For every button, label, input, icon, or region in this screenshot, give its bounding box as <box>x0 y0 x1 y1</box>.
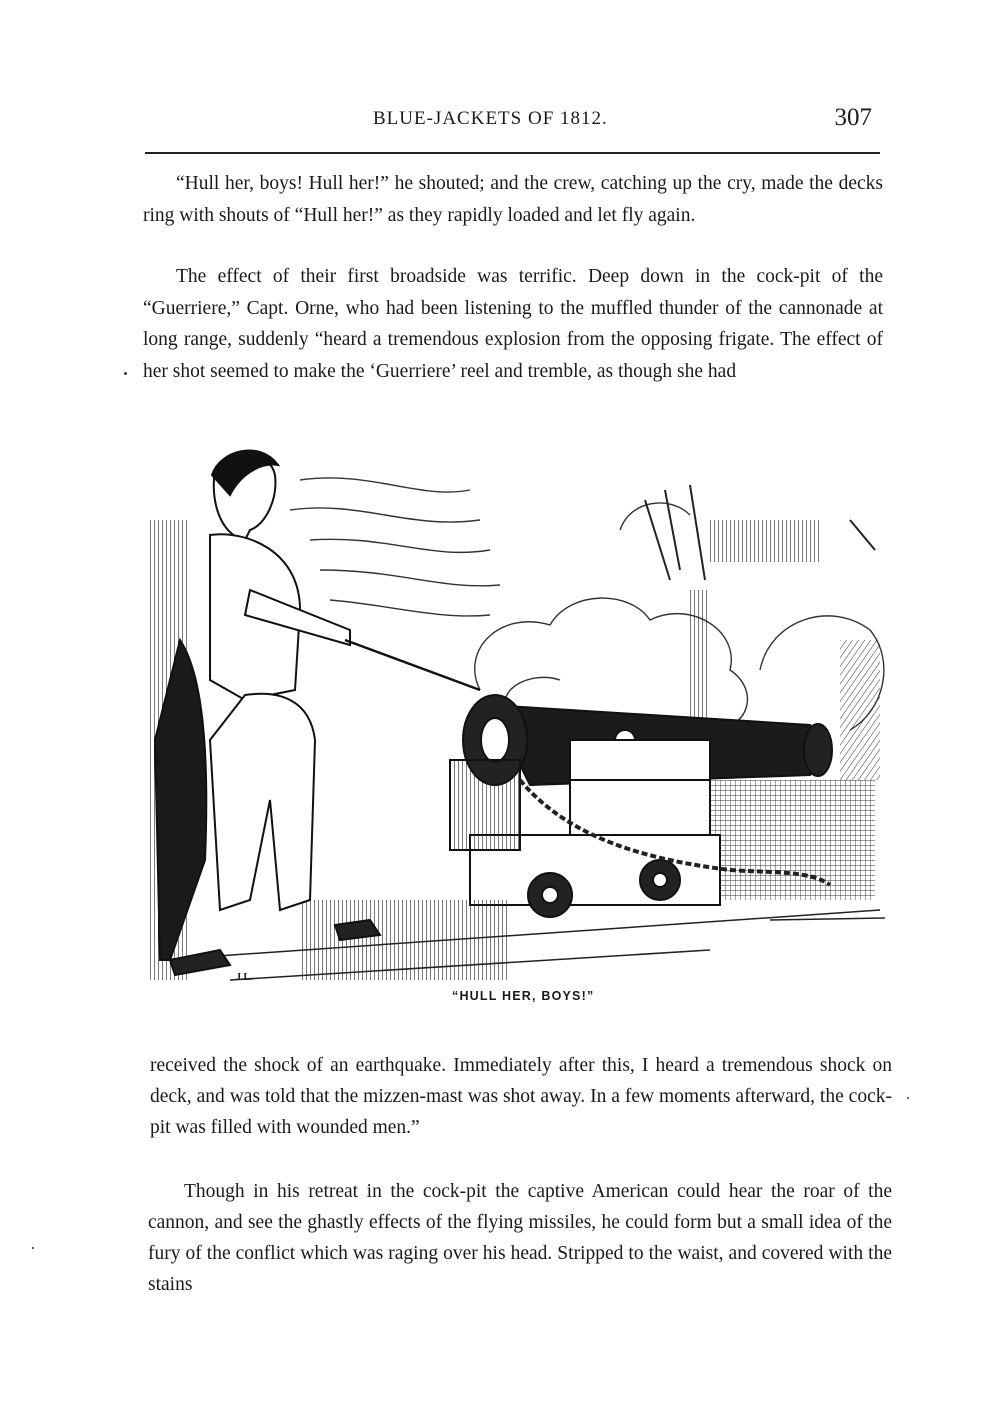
paragraph-3: received the shock of an earthquake. Immediately after this, I heard a tremendous shock on deck, and was told that the mizzen-mast was shot away. In a few moments afterward, the cock-pit was filled with wounded men.” <box>150 1055 892 1138</box>
engraving-cannon-scene <box>150 440 895 995</box>
paragraph-1: “Hull her, boys! Hull her!” he shouted; and the crew, catching up the cry, made the decks ring with shouts of “Hull her!” as they rapidly loaded and let fly again. <box>143 173 883 226</box>
artist-mark: J.L. <box>236 972 253 983</box>
paragraph-2: The effect of their first broadside was terrific. Deep down in the cock-pit of the “Guerriere,” Capt. Orne, who had been listening to the muffled thunder of the cannonade at long range, suddenly “heard a tremendous explosion from the opposing frigate. The effect of her shot seemed to make the ‘Guerriere’ reel and tremble, as though she had <box>143 266 883 382</box>
running-head: BLUE-JACKETS OF 1812. <box>373 108 608 129</box>
deck-planks <box>160 900 885 980</box>
page-number: 307 <box>834 104 872 131</box>
paragraph-4: Though in his retreat in the cock-pit the captive American could hear the roar of the cannon, and see the ghastly effects of the flying missiles, he could form but a small idea of the fury of the conflict which was raging over his head. Stripped to the waist, and covered with the stains <box>148 1181 892 1295</box>
margin-speck <box>124 372 127 375</box>
header-rule <box>145 152 880 154</box>
bulwark-grid <box>710 780 875 900</box>
margin-speck <box>907 1097 909 1099</box>
illustration-hull-her-boys <box>150 440 895 995</box>
margin-speck <box>32 1247 34 1249</box>
sail-hatching <box>710 520 820 562</box>
page-header <box>145 104 880 144</box>
illustration-caption: “HULL HER, BOYS!” <box>452 989 595 1003</box>
smoke-clouds <box>290 478 884 730</box>
